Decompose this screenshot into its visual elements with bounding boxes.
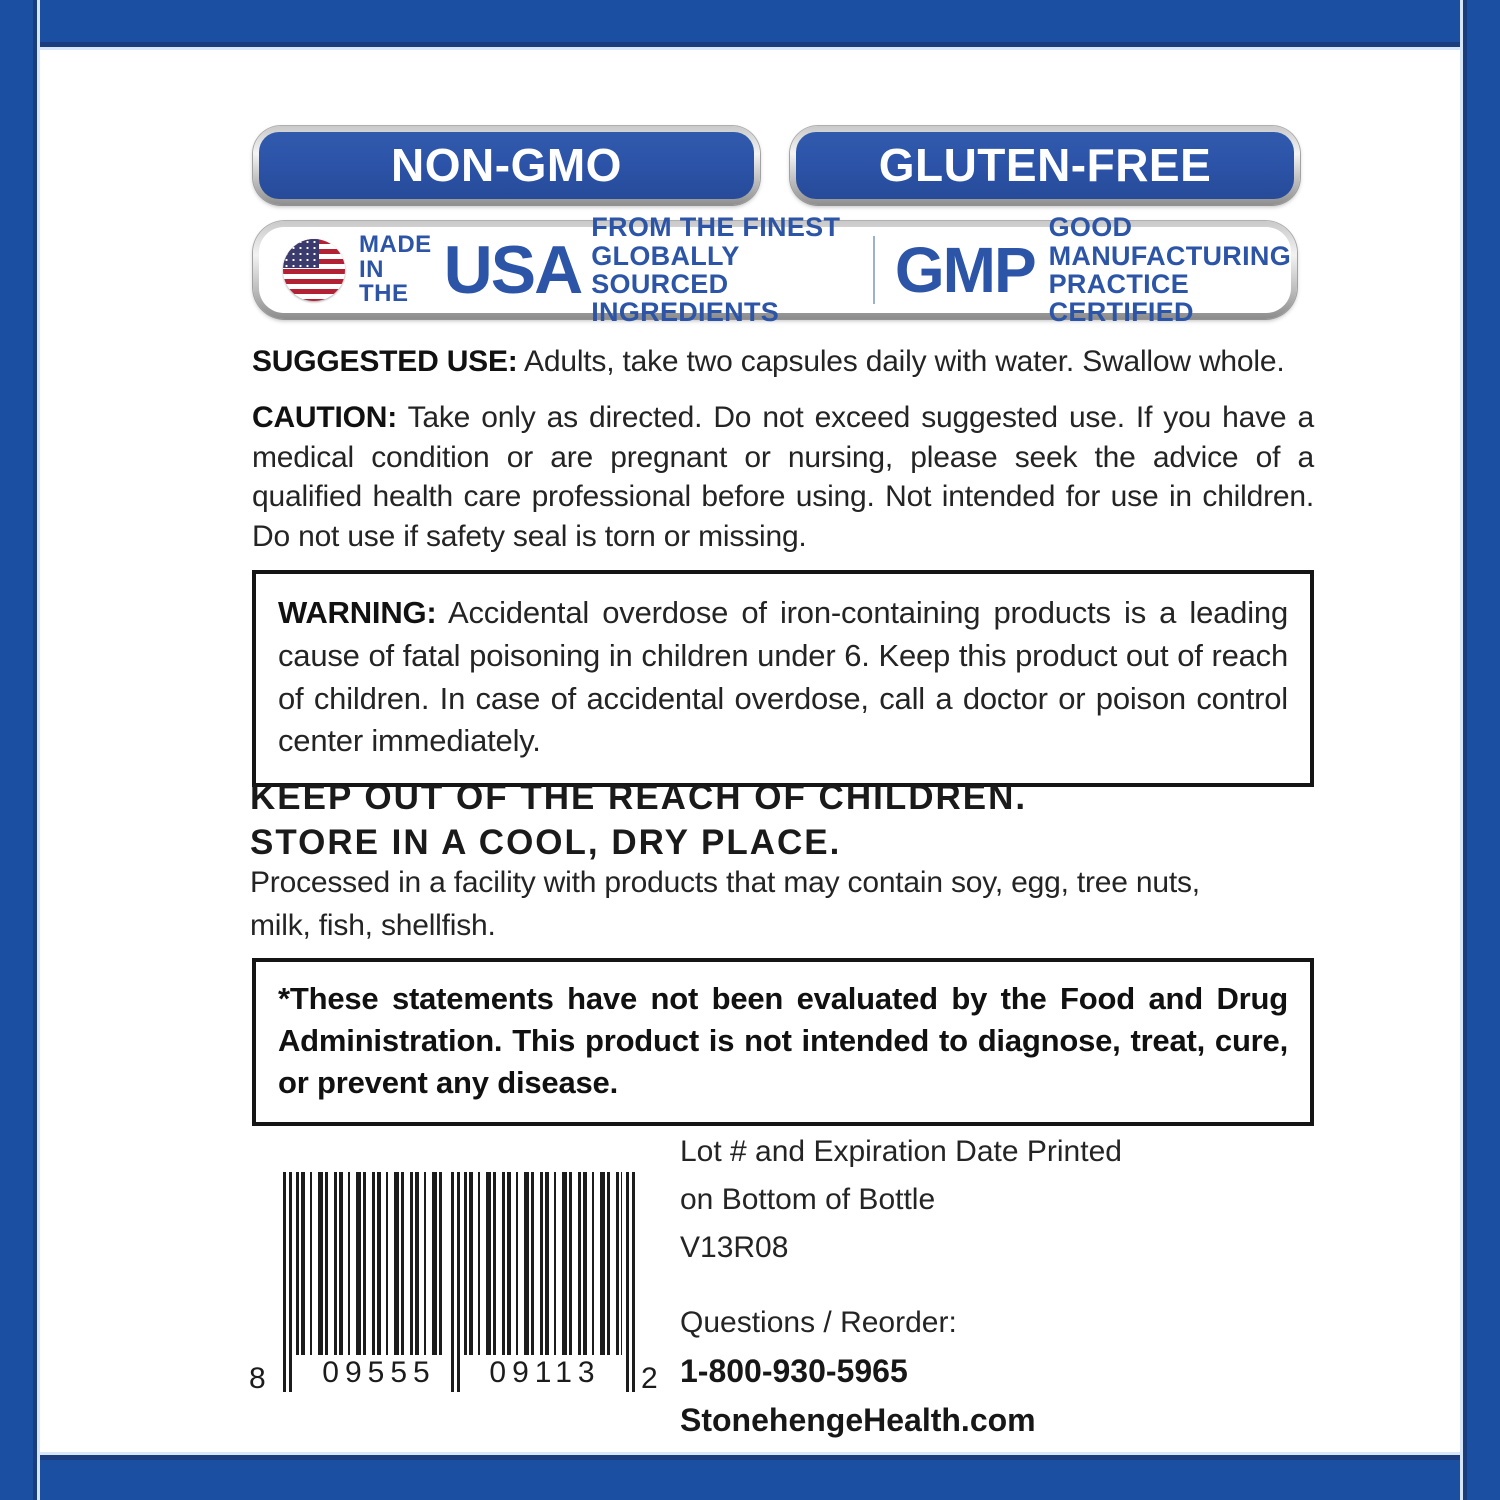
lot-code: V13R08 (680, 1231, 789, 1264)
suggested-use-text: Adults, take two capsules daily with water. Swallow whole. (517, 345, 1285, 378)
in-the-line: IN THE (359, 255, 409, 308)
iron-warning-box (252, 570, 1314, 787)
contact-info (680, 1300, 1036, 1446)
usa-flag-canton (283, 239, 319, 268)
made-in-the-text (359, 233, 432, 306)
frame-top-bar (0, 0, 1500, 50)
sourced-line-1: FROM THE FINEST GLOBALLY (591, 212, 841, 271)
certification-badges (253, 126, 1300, 205)
sourced-line-2: SOURCED INGREDIENTS (591, 269, 780, 328)
suggested-use-paragraph (252, 342, 1314, 382)
allergen-notice: Processed in a facility with products that may contain soy, egg, tree nuts, milk, fish, shellfish. (250, 866, 1200, 942)
caution-label: CAUTION: (252, 401, 398, 434)
storage-instructions (250, 776, 1027, 866)
badge-divider (873, 236, 875, 304)
barcode-check-digit: 2 (641, 1362, 658, 1395)
barcode-left-digits: 09555 (322, 1356, 436, 1389)
non-gmo-badge-label: NON-GMO (259, 132, 754, 199)
caution-paragraph (252, 398, 1314, 556)
upc-barcode (249, 1172, 658, 1404)
barcode-guard-middle (451, 1172, 460, 1392)
keep-out-line: KEEP OUT OF THE REACH OF CHILDREN. (250, 778, 1028, 817)
lot-line-2: on Bottom of Bottle (680, 1183, 936, 1216)
gmp-line-2: PRACTICE CERTIFIED (1048, 269, 1194, 328)
frame-bottom-bar (0, 1452, 1500, 1500)
barcode-lead-digit: 8 (249, 1362, 266, 1395)
usa-gmp-badge (253, 212, 1297, 328)
barcode-bars-left (296, 1172, 448, 1355)
website-url: StonehengeHealth.com (680, 1402, 1036, 1439)
sourced-ingredients-text (591, 213, 849, 326)
gluten-free-badge-label: GLUTEN-FREE (796, 132, 1294, 199)
barcode-right-digits: 09113 (489, 1356, 601, 1389)
warning-label: WARNING: (278, 595, 437, 630)
made-line: MADE (359, 231, 432, 259)
iron-warning-paragraph (278, 592, 1288, 763)
warning-text: Accidental overdose of iron-containing products is a leading cause of fatal poisoning in children under 6. Keep this product out of reach of children. In case of accidental overdose, call a doctor or poison control center immediately. (278, 595, 1288, 759)
fda-disclaimer-text: *These statements have not been evaluated by the Food and Drug Administration. This product is not intended to diagnose, treat, cure, or prevent any disease. (278, 981, 1288, 1100)
gmp-acronym: GMP (894, 234, 1035, 306)
frame-right-bar (1460, 0, 1500, 1500)
store-cool-line: STORE IN A COOL, DRY PLACE. (250, 822, 842, 862)
usa-flag-icon (283, 239, 345, 301)
frame-left-bar (0, 0, 40, 1500)
lot-info (680, 1128, 1122, 1272)
gluten-free-badge (790, 126, 1300, 205)
gmp-certified-text (1049, 213, 1291, 326)
barcode-bars-right (464, 1172, 622, 1355)
reorder-label: Questions / Reorder: (680, 1306, 957, 1339)
gmp-line-1: GOOD MANUFACTURING (1048, 212, 1292, 271)
barcode-guard-right (626, 1172, 635, 1392)
usa-gmp-badge-content (259, 212, 1292, 328)
fda-disclaimer-box (252, 958, 1314, 1126)
lot-line-1: Lot # and Expiration Date Printed (680, 1135, 1122, 1168)
suggested-use-label: SUGGESTED USE: (252, 345, 518, 378)
caution-text: Take only as directed. Do not exceed suggested use. If you have a medical condition or are pregnant or nursing, please seek the advice of a qualified health care professional before using. Not intended for use in children. Do not use if safety seal is torn or missing. (252, 401, 1314, 553)
non-gmo-badge (253, 126, 760, 205)
usa-text: USA (443, 232, 582, 308)
barcode-guard-left (283, 1172, 292, 1392)
phone-number: 1-800-930-5965 (680, 1352, 908, 1389)
